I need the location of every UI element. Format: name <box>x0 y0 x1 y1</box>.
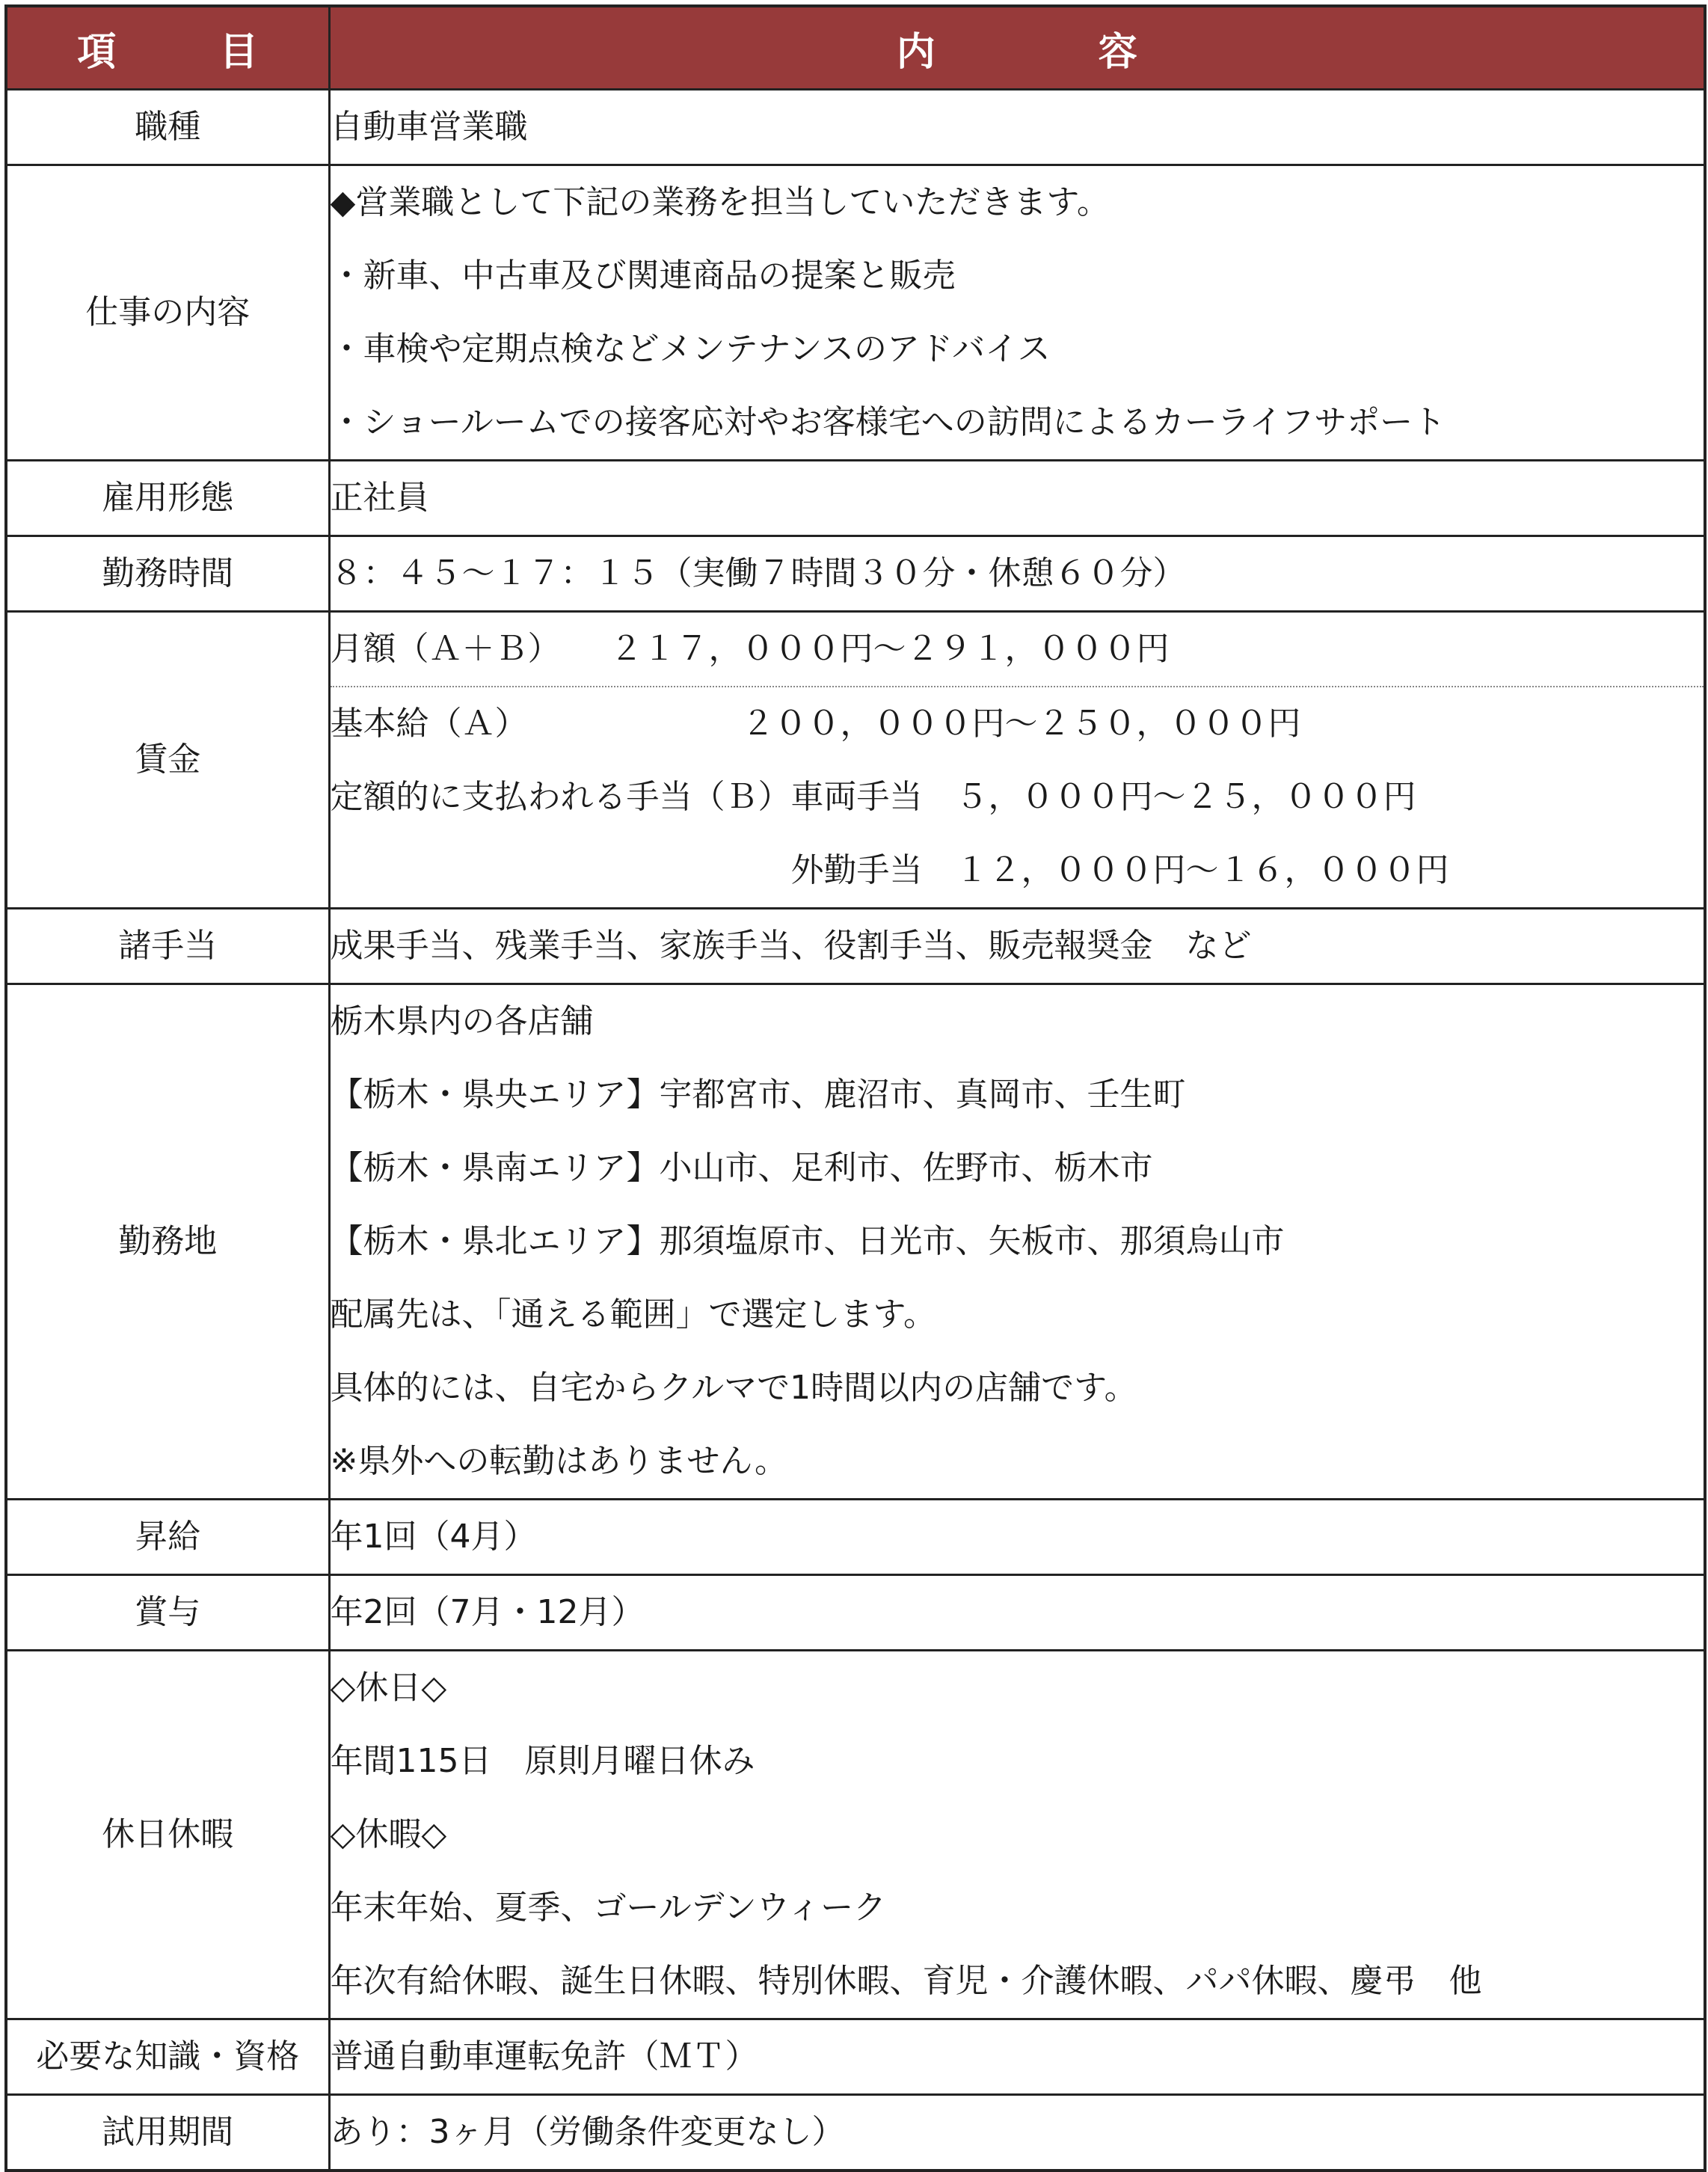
content-work-location <box>329 984 1705 1500</box>
content-line: 自動車営業職 <box>330 108 528 146</box>
content-line: 年2回（7月・12月） <box>330 1593 645 1631</box>
content-line: ◇休日◇ <box>330 1669 447 1707</box>
content-wages <box>329 612 1705 909</box>
content-line: 基本給（Ａ） ２００，０００円～２５０，０００円 <box>330 705 1301 743</box>
table-header-row <box>6 6 1705 90</box>
content-line: ・ショールームでの接客応対やお客様宅への訪問によるカーライフサポート <box>330 403 1446 441</box>
row-pay-raise <box>6 1500 1705 1575</box>
label-qualifications: 必要な知識・資格 <box>6 2019 329 2095</box>
content-qualifications <box>329 2019 1705 2095</box>
content-holidays <box>329 1651 1705 2019</box>
row-job-type <box>6 90 1705 165</box>
label-allowances: 諸手当 <box>6 909 329 984</box>
row-wages <box>6 612 1705 909</box>
label-employment-type: 雇用形態 <box>6 461 329 536</box>
label-holidays: 休日休暇 <box>6 1651 329 2019</box>
content-line: 成果手当、残業手当、家族手当、役割手当、販売報奨金 など <box>330 927 1252 965</box>
content-line: 定額的に支払われる手当（Ｂ）車両手当 ５，０００円～２５，０００円 <box>330 778 1416 816</box>
row-allowances <box>6 909 1705 984</box>
label-work-location: 勤務地 <box>6 984 329 1500</box>
content-line: 年末年始、夏季、ゴールデンウィーク <box>330 1889 887 1927</box>
content-line: ８：４５～１７：１５（実働７時間３０分・休憩６０分） <box>330 554 1186 592</box>
content-line: 正社員 <box>330 479 429 517</box>
content-line: 栃木県内の各店舗 <box>330 1002 594 1040</box>
label-trial-period: 試用期間 <box>6 2095 329 2171</box>
content-line: 【栃木・県北エリア】那須塩原市、日光市、矢板市、那須烏山市 <box>330 1222 1285 1260</box>
content-job-type <box>329 90 1705 165</box>
content-line: 月額（Ａ＋Ｂ） ２１７，０００円～２９１，０００円 <box>331 613 1704 687</box>
job-details-sheet <box>4 4 1704 2163</box>
label-working-hours: 勤務時間 <box>6 536 329 612</box>
row-working-hours <box>6 536 1705 612</box>
content-line: 外勤手当 １２，０００円～１６，０００円 <box>330 851 1449 889</box>
content-line: 年間115日 原則月曜日休み <box>330 1742 755 1780</box>
content-line: ・新車、中古車及び関連商品の提案と販売 <box>330 257 956 295</box>
label-bonus: 賞与 <box>6 1575 329 1651</box>
content-line: ◆営業職として下記の業務を担当していただきます。 <box>330 183 1110 221</box>
row-employment-type <box>6 461 1705 536</box>
header-item <box>6 6 329 90</box>
content-line: 年次有給休暇、誕生日休暇、特別休暇、育児・介護休暇、パパ休暇、慶弔 他 <box>330 1962 1482 2000</box>
content-job-description <box>329 165 1705 461</box>
label-job-type: 職種 <box>6 90 329 165</box>
row-holidays <box>6 1651 1705 2019</box>
content-line: ・車検や定期点検などメンテナンスのアドバイス <box>330 330 1051 368</box>
content-allowances <box>329 909 1705 984</box>
header-content <box>329 6 1705 90</box>
row-qualifications <box>6 2019 1705 2095</box>
row-work-location <box>6 984 1705 1500</box>
row-job-description <box>6 165 1705 461</box>
row-bonus <box>6 1575 1705 1651</box>
content-line: 年1回（4月） <box>330 1518 537 1556</box>
content-employment-type <box>329 461 1705 536</box>
row-trial-period <box>6 2095 1705 2171</box>
content-line: 配属先は、「通える範囲」で選定します。 <box>330 1295 936 1334</box>
label-pay-raise: 昇給 <box>6 1500 329 1575</box>
content-line: あり：3ヶ月（労働条件変更なし） <box>330 2113 845 2151</box>
content-bonus <box>329 1575 1705 1651</box>
content-pay-raise <box>329 1500 1705 1575</box>
content-line: 具体的には、自宅からクルマで1時間以内の店舗です。 <box>330 1369 1137 1407</box>
content-line: ※県外への転勤はありません。 <box>330 1442 788 1480</box>
label-wages: 賃金 <box>6 612 329 909</box>
content-line: 【栃木・県南エリア】小山市、足利市、佐野市、栃木市 <box>330 1149 1153 1187</box>
content-working-hours <box>329 536 1705 612</box>
content-trial-period <box>329 2095 1705 2171</box>
content-line: 普通自動車運転免許（ＭＴ） <box>330 2037 758 2076</box>
content-line: 【栃木・県央エリア】宇都宮市、鹿沼市、真岡市、壬生町 <box>330 1076 1186 1114</box>
header-content-label: 内 容 <box>896 29 1212 75</box>
job-details-table <box>4 4 1707 2172</box>
label-job-description: 仕事の内容 <box>6 165 329 461</box>
content-line: ◇休暇◇ <box>330 1815 447 1853</box>
header-item-label: 項 目 <box>77 29 304 75</box>
